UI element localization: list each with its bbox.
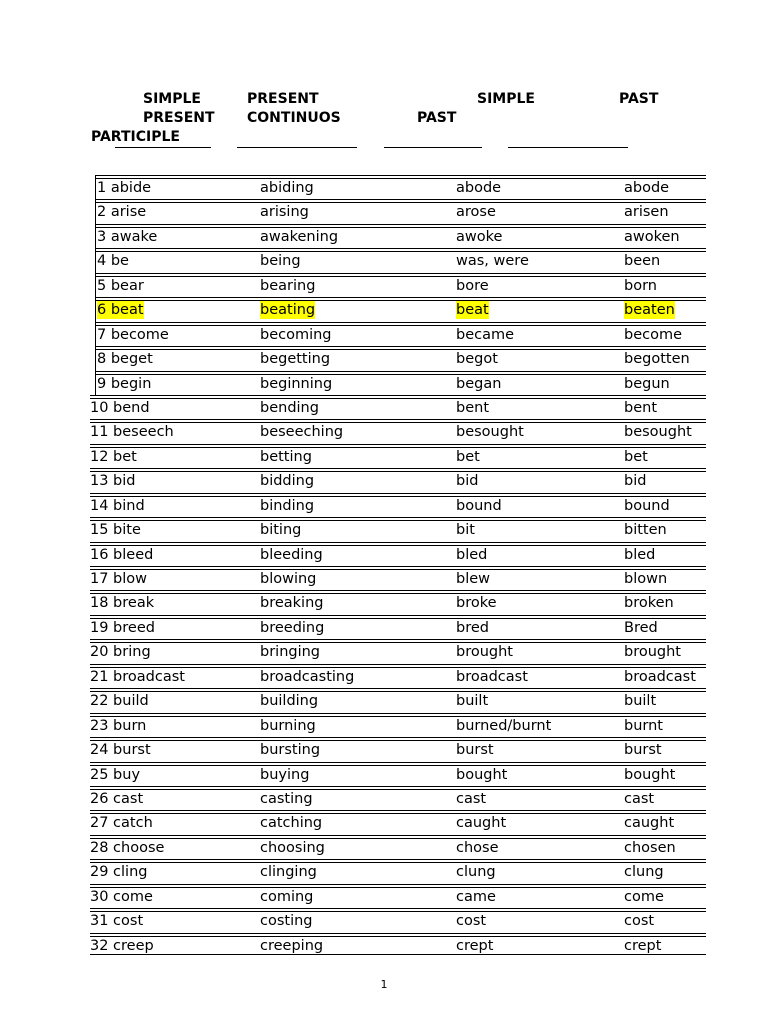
table-row — [95, 226, 706, 250]
verb-past-participle: bitten — [624, 522, 667, 539]
verb-base: 26 cast — [90, 790, 144, 807]
verb-simple-past: brought — [456, 644, 513, 661]
verb-continuous: betting — [260, 448, 312, 465]
row-rule — [90, 688, 706, 689]
verb-past-participle: crept — [624, 937, 662, 954]
verb-simple-past: chose — [456, 839, 499, 856]
verb-past-participle: clung — [624, 864, 664, 881]
verb-past-participle: cost — [624, 913, 655, 930]
row-rule — [90, 642, 706, 643]
row-rule — [90, 835, 706, 836]
row-rule — [90, 566, 706, 567]
verb-past-participle: caught — [624, 815, 675, 832]
verb-continuous: bringing — [260, 644, 321, 661]
verb-past-participle: been — [624, 253, 661, 270]
row-rule — [90, 496, 706, 497]
row-rule — [90, 838, 706, 839]
table-row — [90, 739, 706, 763]
row-rule — [95, 248, 706, 249]
row-rule — [90, 468, 706, 469]
row-rule — [90, 762, 706, 763]
verb-continuous: coming — [260, 888, 314, 905]
verb-base: 2 arise — [97, 204, 147, 221]
verb-continuous: blowing — [260, 571, 317, 587]
verb-simple-past: broadcast — [456, 668, 528, 685]
verb-past-participle: burnt — [624, 717, 663, 734]
verb-base: 6 beat — [97, 302, 144, 319]
row-rule — [90, 545, 706, 546]
table-row — [90, 617, 706, 641]
verb-base: 14 bind — [90, 497, 145, 514]
row-rule — [90, 520, 706, 521]
verb-simple-past: built — [456, 693, 489, 710]
verb-base: 8 beget — [97, 351, 153, 368]
table-row — [90, 812, 706, 836]
verb-continuous: burning — [260, 717, 316, 734]
row-rule — [90, 493, 706, 494]
verb-simple-past: bent — [456, 399, 490, 416]
table-row — [90, 861, 706, 885]
row-rule — [90, 887, 706, 888]
table-bottom-rule — [90, 954, 706, 955]
row-rule — [90, 740, 706, 741]
verb-simple-past: caught — [456, 815, 507, 832]
verb-continuous: being — [260, 253, 301, 270]
row-rule — [90, 859, 706, 860]
row-left-border — [95, 297, 96, 321]
verb-base: 17 blow — [90, 571, 148, 587]
verb-continuous: biting — [260, 522, 302, 539]
verb-simple-past: cost — [456, 913, 487, 930]
header-past-participle: PAST — [619, 91, 659, 107]
verb-continuous: becoming — [260, 326, 332, 343]
row-left-border — [95, 175, 96, 199]
table-row — [90, 837, 706, 861]
row-rule — [90, 593, 706, 594]
verb-past-participle: bought — [624, 766, 676, 783]
table-row — [90, 421, 706, 445]
row-rule — [90, 395, 706, 396]
table-row — [90, 495, 706, 519]
verb-past-participle: born — [624, 277, 657, 294]
header-simple-past-1: SIMPLE — [477, 91, 535, 107]
table-row — [90, 764, 706, 788]
verb-past-participle: begotten — [624, 351, 690, 368]
verb-simple-past: began — [456, 375, 502, 392]
header-underline-4 — [508, 147, 628, 148]
row-left-border — [95, 273, 96, 297]
verb-continuous: breaking — [260, 595, 324, 612]
row-rule — [90, 789, 706, 790]
verb-simple-past: bore — [456, 277, 489, 294]
table-row — [90, 690, 706, 714]
table-row — [90, 886, 706, 910]
verb-base: 31 cost — [90, 913, 144, 930]
row-rule — [90, 936, 706, 937]
verb-simple-past: cast — [456, 790, 487, 807]
row-rule — [95, 178, 706, 179]
row-rule — [95, 346, 706, 347]
table-row — [95, 299, 706, 323]
verb-past-participle: bled — [624, 546, 656, 563]
table-row — [90, 666, 706, 690]
row-rule — [90, 618, 706, 619]
row-rule — [95, 297, 706, 298]
table-row — [90, 910, 706, 934]
verb-continuous: arising — [260, 204, 309, 221]
row-rule — [95, 273, 706, 274]
verb-base: 32 creep — [90, 937, 154, 954]
header-simple-past-2: PAST — [417, 110, 457, 126]
verb-continuous: clinging — [260, 864, 317, 881]
verb-continuous: bending — [260, 399, 319, 416]
verb-base: 25 buy — [90, 766, 141, 783]
verb-continuous: creeping — [260, 937, 324, 954]
verb-base: 23 burn — [90, 717, 147, 734]
verb-continuous: bearing — [260, 277, 316, 294]
row-left-border — [95, 224, 96, 248]
verb-base: 18 break — [90, 595, 155, 612]
verb-base: 7 become — [97, 326, 169, 343]
row-rule — [90, 590, 706, 591]
verb-simple-past: bid — [456, 473, 479, 490]
row-rule — [90, 691, 706, 692]
verb-continuous: casting — [260, 790, 313, 807]
verb-continuous: awakening — [260, 228, 339, 245]
verb-base: 3 awake — [97, 228, 158, 245]
table-row — [90, 397, 706, 421]
verb-continuous: choosing — [260, 839, 325, 856]
table-row — [90, 788, 706, 812]
row-rule — [90, 810, 706, 811]
header-simple-present-1: SIMPLE — [143, 91, 201, 107]
verb-past-participle: broken — [624, 595, 674, 612]
row-rule — [90, 786, 706, 787]
table-row — [90, 568, 706, 592]
verb-past-participle: arisen — [624, 204, 669, 221]
row-rule — [95, 374, 706, 375]
verb-base: 27 catch — [90, 815, 153, 832]
verb-base: 22 build — [90, 693, 149, 710]
row-rule — [95, 227, 706, 228]
verb-continuous: breeding — [260, 619, 325, 636]
verb-simple-past: bound — [456, 497, 502, 514]
row-rule — [90, 664, 706, 665]
verb-continuous: costing — [260, 913, 313, 930]
verb-simple-past: bought — [456, 766, 508, 783]
verb-past-participle: broadcast — [624, 668, 696, 685]
verb-base: 21 broadcast — [90, 668, 185, 685]
table-row — [90, 544, 706, 568]
row-rule — [95, 371, 706, 372]
verb-simple-past: bet — [456, 448, 480, 465]
row-rule — [95, 325, 706, 326]
table-row — [95, 348, 706, 372]
verb-past-participle: built — [624, 693, 657, 710]
row-rule — [95, 349, 706, 350]
verb-base: 1 abide — [97, 180, 152, 196]
verb-continuous: beating — [260, 302, 316, 319]
verb-past-participle: cast — [624, 790, 655, 807]
verb-past-participle: abode — [624, 180, 670, 196]
verb-continuous: catching — [260, 815, 323, 832]
verb-continuous: beseeching — [260, 424, 344, 441]
row-rule — [95, 224, 706, 225]
verb-base: 4 be — [97, 253, 129, 270]
verb-past-participle: Bred — [624, 619, 658, 636]
header-present-continuous-2: CONTINUOS — [247, 110, 341, 126]
verb-simple-past: bled — [456, 546, 488, 563]
verb-simple-past: was, were — [456, 253, 529, 270]
table-row — [90, 592, 706, 616]
row-rule — [90, 933, 706, 934]
verb-continuous: buying — [260, 766, 310, 783]
table-row — [95, 250, 706, 274]
verb-past-participle: awoken — [624, 228, 680, 245]
row-rule — [95, 175, 706, 176]
row-rule — [95, 251, 706, 252]
verb-simple-past: beat — [456, 302, 489, 319]
verb-past-participle: become — [624, 326, 683, 343]
verb-base: 19 breed — [90, 619, 155, 636]
verb-simple-past: abode — [456, 180, 502, 196]
verb-simple-past: clung — [456, 864, 496, 881]
table-row — [95, 275, 706, 299]
row-rule — [95, 322, 706, 323]
row-rule — [90, 398, 706, 399]
verb-simple-past: besought — [456, 424, 524, 441]
verb-simple-past: burst — [456, 742, 494, 759]
verb-base: 9 begin — [97, 375, 152, 392]
row-rule — [90, 542, 706, 543]
table-row — [90, 446, 706, 470]
row-rule — [90, 615, 706, 616]
row-rule — [90, 765, 706, 766]
row-left-border — [95, 346, 96, 370]
verb-simple-past: broke — [456, 595, 497, 612]
verb-base: 28 choose — [90, 839, 165, 856]
verb-base: 12 bet — [90, 448, 137, 465]
header-simple-present-2: PRESENT — [143, 110, 215, 126]
header-underline-3 — [384, 147, 482, 148]
verb-base: 11 beseech — [90, 424, 174, 441]
verb-continuous: abiding — [260, 180, 314, 196]
verb-past-participle: begun — [624, 375, 670, 392]
table-row — [95, 373, 706, 397]
row-rule — [90, 884, 706, 885]
verb-continuous: begetting — [260, 351, 331, 368]
verb-past-participle: bent — [624, 399, 658, 416]
row-rule — [90, 911, 706, 912]
verb-continuous: binding — [260, 497, 315, 514]
verb-base: 13 bid — [90, 473, 136, 490]
verb-simple-past: blew — [456, 571, 491, 587]
row-rule — [95, 202, 706, 203]
row-rule — [90, 737, 706, 738]
verb-simple-past: arose — [456, 204, 496, 221]
verb-simple-past: begot — [456, 351, 498, 368]
verb-continuous: beginning — [260, 375, 333, 392]
verb-past-participle: bound — [624, 497, 670, 514]
verb-simple-past: bred — [456, 619, 489, 636]
table-row — [95, 324, 706, 348]
verb-base: 30 come — [90, 888, 153, 905]
verb-past-participle: beaten — [624, 302, 675, 319]
verb-past-participle: come — [624, 888, 664, 905]
verb-simple-past: became — [456, 326, 515, 343]
verb-past-participle: blown — [624, 571, 668, 587]
table-row — [90, 715, 706, 739]
verb-continuous: building — [260, 693, 319, 710]
row-left-border — [95, 322, 96, 346]
row-rule — [90, 422, 706, 423]
row-rule — [90, 447, 706, 448]
row-rule — [90, 713, 706, 714]
verb-continuous: bleeding — [260, 546, 323, 563]
verb-simple-past: crept — [456, 937, 494, 954]
row-rule — [95, 199, 706, 200]
header-present-continuous-1: PRESENT — [247, 91, 319, 107]
row-rule — [90, 517, 706, 518]
table-row — [90, 519, 706, 543]
header-participle: PARTICIPLE — [91, 129, 180, 145]
header-underline-2 — [237, 147, 357, 148]
row-rule — [90, 862, 706, 863]
row-rule — [90, 639, 706, 640]
header-underline-1 — [115, 147, 211, 148]
verb-continuous: broadcasting — [260, 668, 355, 685]
verb-past-participle: brought — [624, 644, 681, 661]
table-row — [90, 935, 706, 959]
row-rule — [95, 276, 706, 277]
verb-table — [0, 177, 768, 959]
row-rule — [95, 300, 706, 301]
table-row — [95, 201, 706, 225]
verb-past-participle: bid — [624, 473, 647, 490]
verb-simple-past: came — [456, 888, 496, 905]
table-row — [95, 177, 706, 201]
row-left-border — [95, 199, 96, 223]
table-row — [90, 470, 706, 494]
row-rule — [90, 813, 706, 814]
row-rule — [90, 716, 706, 717]
verb-base: 10 bend — [90, 399, 150, 416]
row-rule — [90, 444, 706, 445]
verb-base: 16 bleed — [90, 546, 154, 563]
row-rule — [90, 569, 706, 570]
verb-base: 20 bring — [90, 644, 151, 661]
verb-past-participle: besought — [624, 424, 692, 441]
table-row — [90, 641, 706, 665]
verb-simple-past: awoke — [456, 228, 503, 245]
row-rule — [90, 419, 706, 420]
verb-base: 15 bite — [90, 522, 141, 539]
verb-continuous: bidding — [260, 473, 315, 490]
verb-past-participle: bet — [624, 448, 648, 465]
verb-base: 29 cling — [90, 864, 148, 881]
verb-past-participle: chosen — [624, 839, 676, 856]
row-rule — [90, 471, 706, 472]
verb-simple-past: burned/burnt — [456, 717, 552, 734]
row-left-border — [95, 371, 96, 395]
row-rule — [90, 908, 706, 909]
verb-simple-past: bit — [456, 522, 475, 539]
verb-base: 24 burst — [90, 742, 151, 759]
verb-past-participle: burst — [624, 742, 662, 759]
page-number: 1 — [380, 978, 388, 991]
row-left-border — [95, 248, 96, 272]
verb-base: 5 bear — [97, 277, 144, 294]
verb-continuous: bursting — [260, 742, 321, 759]
